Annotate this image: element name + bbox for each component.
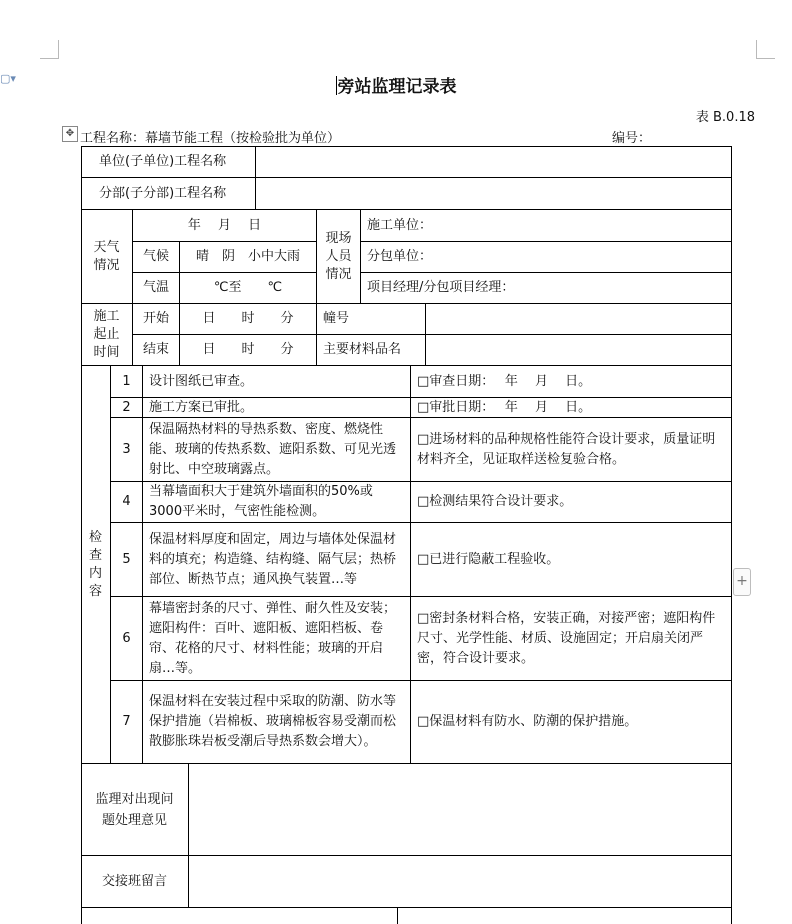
weather-label: 天气情况: [81, 210, 133, 304]
supervision-opinion-value[interactable]: [189, 764, 732, 856]
item-content: 当幕墙面积大于建筑外墙面积的50%或3000平米时，气密性能检测。: [143, 482, 411, 523]
page-corner-mark: [40, 40, 59, 59]
temperature-value[interactable]: ℃至 ℃: [180, 273, 317, 304]
start-time[interactable]: 日 时 分: [180, 304, 317, 335]
document-icon[interactable]: ▢▾: [0, 72, 16, 85]
climate-label: 气候: [133, 242, 180, 273]
climate-options[interactable]: 晴 阴 小中大雨: [180, 242, 317, 273]
start-label: 开始: [133, 304, 180, 335]
signature-cell[interactable]: [81, 908, 398, 924]
add-column-button[interactable]: +: [733, 568, 751, 596]
item-number: 5: [111, 523, 143, 597]
material-name-label: 主要材料品名: [317, 335, 426, 366]
item-number: 2: [111, 398, 143, 418]
item-result[interactable]: □进场材料的品种规格性能符合设计要求，质量证明材料齐全，见证取样送检复验合格。: [411, 418, 732, 482]
handover-message-value[interactable]: [189, 856, 732, 908]
item-result[interactable]: □审批日期： 年 月 日。: [411, 398, 732, 418]
temperature-label: 气温: [133, 273, 180, 304]
item-result[interactable]: □保温材料有防水、防潮的保护措施。: [411, 681, 732, 764]
inspection-label: 检查内容: [81, 366, 111, 764]
document-title[interactable]: 旁站监理记录表: [337, 77, 457, 97]
table-move-handle-icon[interactable]: ✥: [62, 126, 78, 142]
page-corner-mark: [756, 40, 775, 59]
supervision-opinion-label: 监理对出现问题处理意见: [81, 764, 189, 856]
item-number: 6: [111, 597, 143, 681]
sub-project-value[interactable]: [256, 178, 732, 210]
item-number: 3: [111, 418, 143, 482]
weather-date[interactable]: 年 月 日: [133, 210, 317, 242]
project-name-line: 工程名称：幕墙节能工程（按检验批为单位）: [80, 131, 341, 146]
text-cursor: [336, 76, 337, 95]
sub-project-label: 分部(子分部)工程名称: [81, 178, 256, 210]
building-number-label: 幢号: [317, 304, 426, 335]
item-result[interactable]: □审查日期： 年 月 日。: [411, 366, 732, 398]
table-number: 表 B.0.18: [695, 110, 755, 125]
item-content: 施工方案已审批。: [143, 398, 411, 418]
project-manager-field[interactable]: 项目经理/分包项目经理：: [361, 273, 732, 304]
item-content: 保温材料在安装过程中采取的防潮、防水等保护措施（岩棉板、玻璃棉板容易受潮而松散膨胀珠岩板受潮后导热系数会增大）。: [143, 681, 411, 764]
subcontractor-field[interactable]: 分包单位：: [361, 242, 732, 273]
unit-project-value[interactable]: [256, 146, 732, 178]
material-name-value[interactable]: [426, 335, 732, 366]
contractor-field[interactable]: 施工单位：: [361, 210, 732, 242]
item-content: 保温材料厚度和固定，周边与墙体处保温材料的填充；构造缝、结构缝、隔气层；热桥部位、断热节点；通风换气装置…等: [143, 523, 411, 597]
serial-number-label: 编号：: [612, 131, 652, 146]
item-number: 7: [111, 681, 143, 764]
personnel-label: 现场人员情况: [317, 210, 361, 304]
building-number-value[interactable]: [426, 304, 732, 335]
unit-project-label: 单位(子单位)工程名称: [81, 146, 256, 178]
item-number: 1: [111, 366, 143, 398]
item-content: 设计图纸已审查。: [143, 366, 411, 398]
signature-cell[interactable]: [398, 908, 732, 924]
construction-time-label: 施工起止时间: [81, 304, 133, 366]
item-result[interactable]: □检测结果符合设计要求。: [411, 482, 732, 523]
item-result[interactable]: □密封条材料合格，安装正确，对接严密；遮阳构件尺寸、光学性能、材质、设施固定；开启扇关闭严密，符合设计要求。: [411, 597, 732, 681]
handover-message-label: 交接班留言: [81, 856, 189, 908]
end-time[interactable]: 日 时 分: [180, 335, 317, 366]
item-content: 保温隔热材料的导热系数、密度、燃烧性能、玻璃的传热系数、遮阳系数、可见光透射比、中空玻璃露点。: [143, 418, 411, 482]
item-content: 幕墙密封条的尺寸、弹性、耐久性及安装；遮阳构件：百叶、遮阳板、遮阳档板、卷帘、花格的尺寸、材料性能；玻璃的开启扇…等。: [143, 597, 411, 681]
end-label: 结束: [133, 335, 180, 366]
item-result[interactable]: □已进行隐蔽工程验收。: [411, 523, 732, 597]
item-number: 4: [111, 482, 143, 523]
